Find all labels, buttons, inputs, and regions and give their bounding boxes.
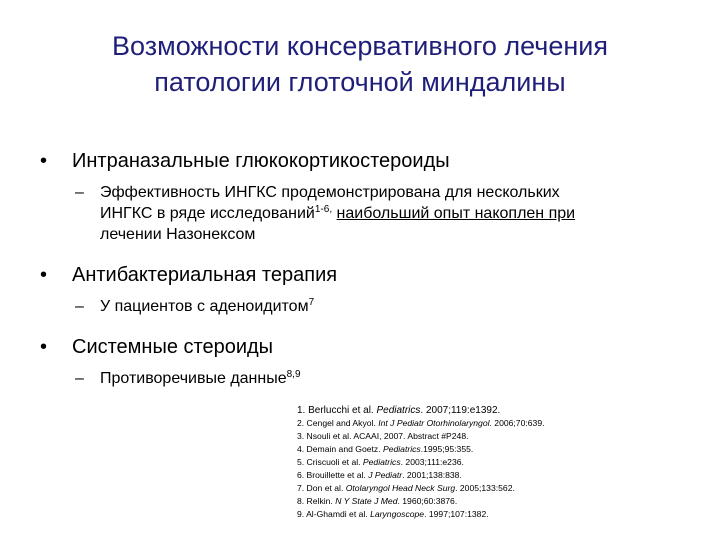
dash-icon: – <box>75 298 84 315</box>
bullet-dot-icon: • <box>40 336 48 358</box>
bullet-text: Интраназальные глюкокортикостероиды <box>72 150 450 172</box>
title-line-2: патологии глоточной миндалины <box>154 67 566 97</box>
reference-item: 2. Cengel and Akyol. Int J Pediatr Otorhinolaryngol. 2006;70:639. <box>297 418 545 428</box>
reference-item: 1. Berlucchi et al. Pediatrics. 2007;119:e1392. <box>297 405 501 416</box>
reference-item: 5. Criscuoli et al. Pediatrics. 2003;111:e236. <box>297 457 464 467</box>
reference-item: 8. Relkin. N Y State J Med. 1960;60:3876. <box>297 496 458 506</box>
sub-bullet-contradictory-data <box>30 368 700 389</box>
sub-bullet-line-1: Эффективность ИНГКС продемонстрирована для нескольких <box>100 184 560 201</box>
reference-item: 3. Nsouli et al. ACAAI, 2007. Abstract #P248. <box>297 431 469 441</box>
title-line-1: Возможности консервативного лечения <box>112 31 608 61</box>
sub-bullet-line-2-start: ИНГКС в ряде исследований <box>100 205 315 222</box>
bullet-list <box>30 148 700 389</box>
sub-bullet-adenoiditis <box>30 296 700 317</box>
reference-item: 4. Demain and Goetz. Pediatrics.1995;95:355. <box>297 444 474 454</box>
bullet-antibacterial-therapy <box>30 262 700 288</box>
sub-bullet-text: Противоречивые данные <box>100 370 287 387</box>
sub-bullet-efficacy <box>30 182 700 245</box>
bullet-dot-icon: • <box>40 150 48 172</box>
citation-superscript: 8,9 <box>286 369 301 380</box>
slide-title <box>40 28 680 100</box>
bullet-text: Системные стероиды <box>72 336 274 358</box>
dash-icon: – <box>75 184 84 201</box>
citation-superscript: 1-6, <box>314 204 333 215</box>
bullet-text: Антибактериальная терапия <box>72 264 338 286</box>
sub-bullet-line-2 <box>100 203 700 224</box>
sub-bullet-line-3: лечении Назонексом <box>100 226 256 243</box>
bullet-systemic-steroids <box>30 334 700 360</box>
sub-bullet-text: У пациентов с аденоидитом <box>100 298 309 315</box>
references-list <box>297 404 544 521</box>
reference-item: 6. Brouillette et al. J Pediatr. 2001;138:838. <box>297 470 462 480</box>
dash-icon: – <box>75 370 84 387</box>
bullet-dot-icon: • <box>40 264 48 286</box>
bullet-intranasal-steroids <box>30 148 700 174</box>
citation-superscript: 7 <box>308 297 315 308</box>
reference-item: 7. Don et al. Otolaryngol Head Neck Surg. 2005;133:562. <box>297 483 515 493</box>
sub-bullet-line-2-underlined: наибольший опыт накоплен при <box>336 205 576 222</box>
reference-item: 9. Al-Ghamdi et al. Laryngoscope. 1997;107:1382. <box>297 509 489 519</box>
